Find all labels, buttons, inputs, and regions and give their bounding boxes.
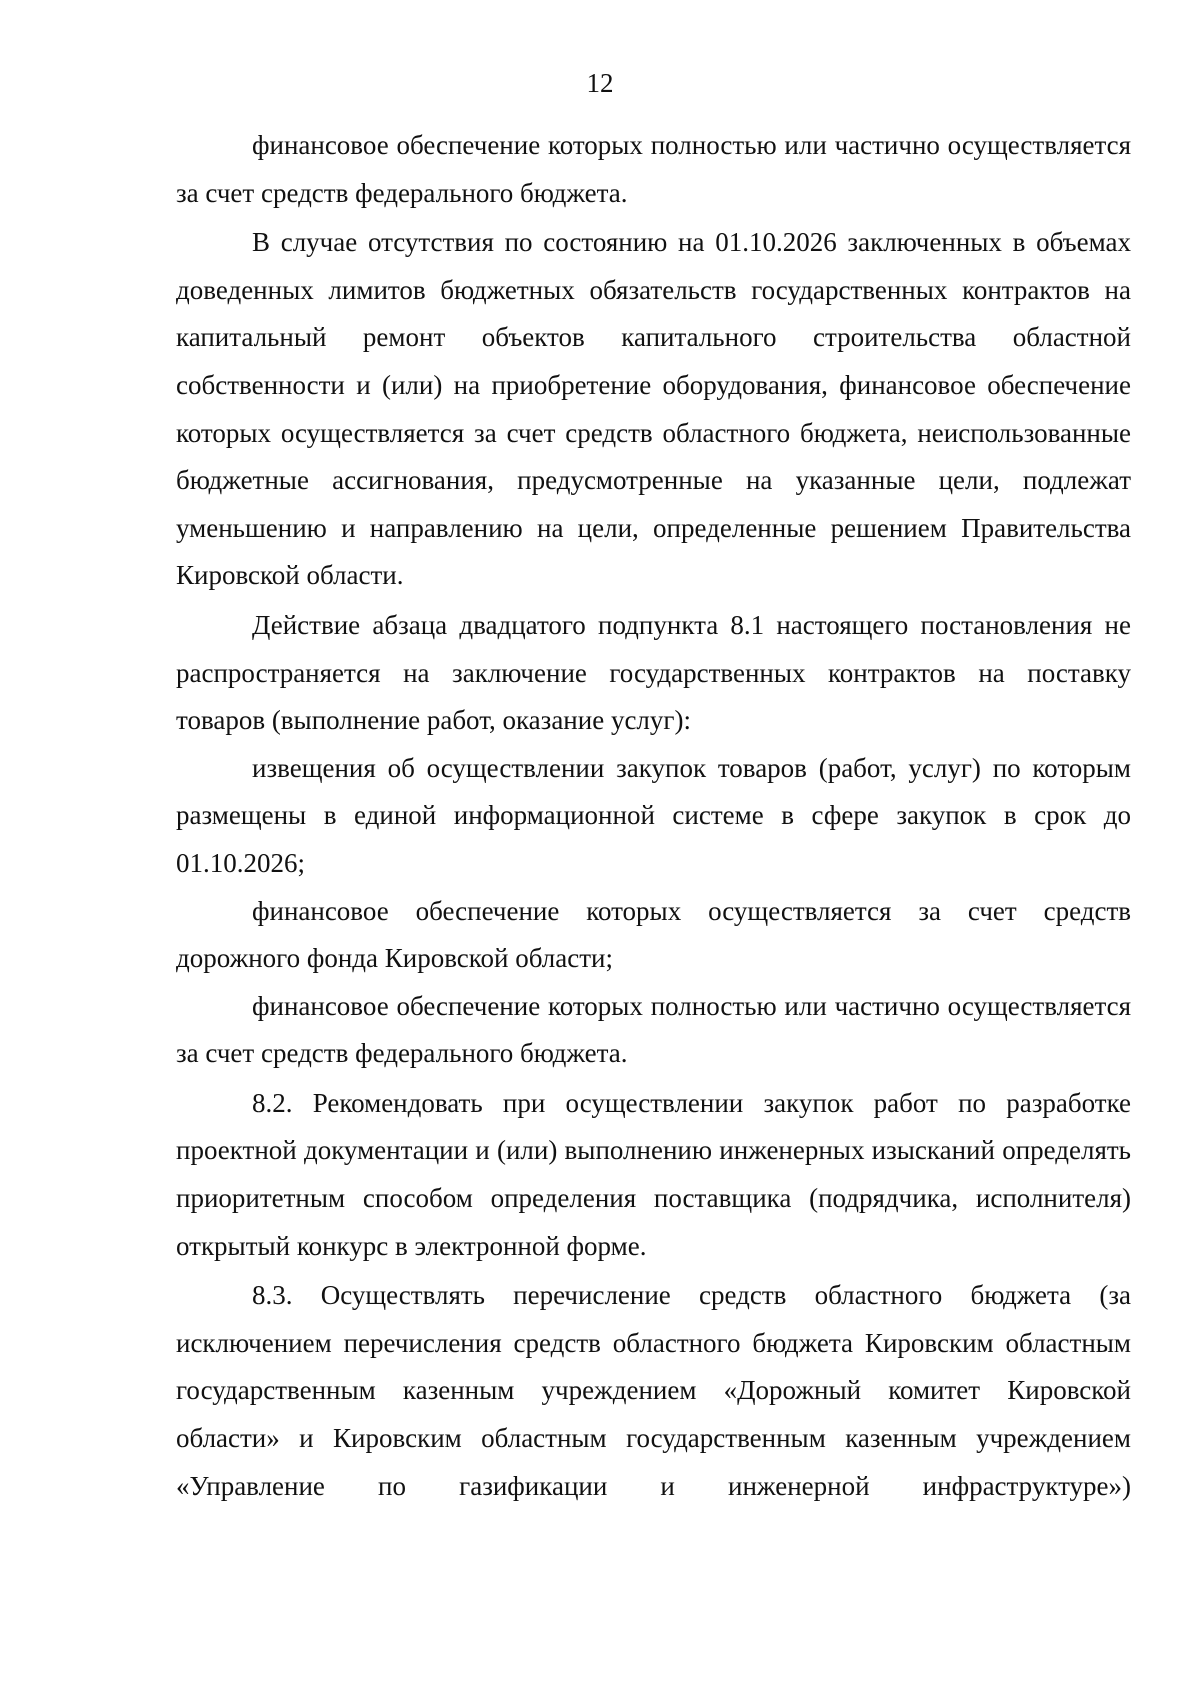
list-item-procurement-notices: извещения об осуществлении закупок товаров (работ, услуг) по которым размещены в единой информационной системе в сфере закупок в срок до 01.10.2026; [176, 752, 1131, 878]
paragraph-section-8-2: 8.2. Рекомендовать при осуществлении закупок работ по разработке проектной документации и (или) выполнению инженерных изысканий определять приоритетным способом определения поставщика (подрядчика, исполнителя) открытый конкурс в электронной форме. [176, 1087, 1131, 1261]
paragraph-federal-budget-continuation: финансовое обеспечение которых полностью или частично осуществляется за счет средств федерального бюджета. [176, 130, 1131, 208]
paragraph-unspent-allocations: В случае отсутствия по состоянию на 01.10.2026 заключенных в объемах доведенных лимитов бюджетных обязательств государственных контрактов на капитальный ремонт объектов капитального строительства областной собственности и (или) на приобретение оборудования, финансовое обеспечение которых осуществляется за счет средств областного бюджета, неиспользованные бюджетные ассигнования, предусмотренные на указанные цели, подлежат уменьшению и направлению на цели, определенные решением Правительства Кировской области. [176, 227, 1131, 591]
list-item-federal-budget: финансовое обеспечение которых полностью или частично осуществляется за счет средств федерального бюджета. [176, 990, 1131, 1069]
page-number: 12 [586, 68, 614, 98]
list-item-road-fund: финансовое обеспечение которых осуществляется за счет средств дорожного фонда Кировской области; [176, 895, 1131, 974]
document-body [176, 122, 1131, 1510]
paragraph-section-8-3: 8.3. Осуществлять перечисление средств областного бюджета (за исключением перечисления средств областного бюджета Кировским областным государственным казенным учреждением «Дорожный комитет Кировской области» и Кировским областным государственным казенным учреждением «Управление по газификации и инженерной инфраструктуре») [176, 1280, 1131, 1501]
paragraph-exception-intro: Действие абзаца двадцатого подпункта 8.1 настоящего постановления не распространяется на заключение государственных контрактов на поставку товаров (выполнение работ, оказание услуг): [176, 609, 1131, 736]
